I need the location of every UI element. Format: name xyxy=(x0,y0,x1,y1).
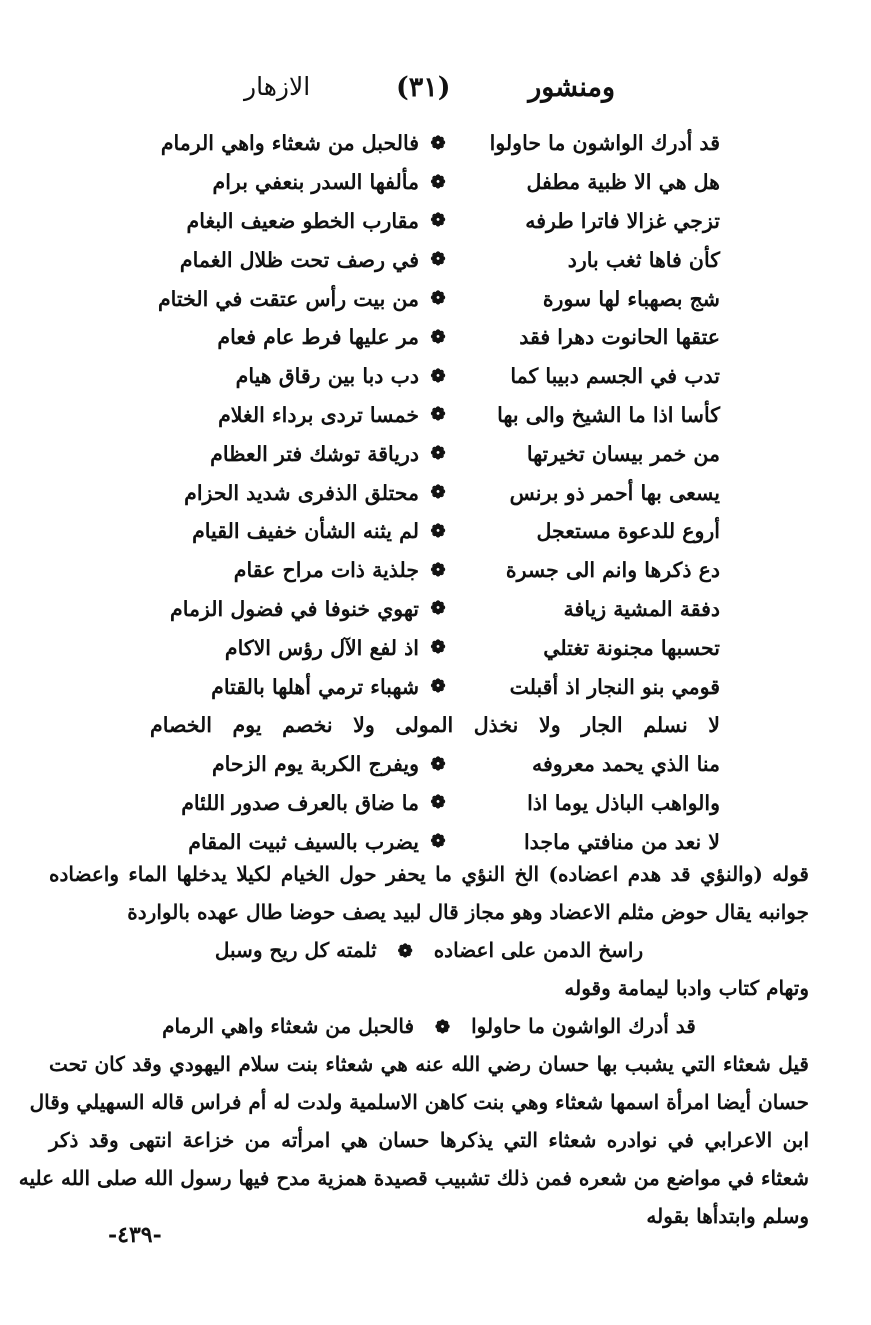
separator-icon: ❁ xyxy=(430,676,446,698)
verse-first-hemistich: يسعى بها أحمر ذو برنس xyxy=(509,480,720,505)
poem-verses xyxy=(150,124,720,861)
quoted-verse-hemistich: راسخ الدمن على اعضاده xyxy=(433,938,644,962)
separator-icon: ❁ xyxy=(435,1017,451,1038)
paragraph-line: قيل شعثاء التي يشبب بها حسان رضي الله عنه هي شعثاء بنت سلام اليهودي وقد كان تحت xyxy=(49,1052,809,1076)
separator-icon: ❁ xyxy=(430,520,446,542)
verse-second-hemistich: جلذية ذات مراح عقام xyxy=(233,558,419,583)
verse-line xyxy=(150,512,720,551)
verse-first-hemistich: دفقة المشية زيافة xyxy=(563,596,720,621)
verse-second-hemistich: لم يثنه الشأن خفيف القيام xyxy=(192,519,419,544)
quoted-verse xyxy=(49,1014,809,1052)
separator-icon: ❁ xyxy=(430,404,446,426)
quoted-verse-hemistich: ثلمته كل ريح وسبل xyxy=(214,938,377,962)
verse-line xyxy=(150,628,720,667)
separator-icon: ❁ xyxy=(430,365,446,387)
separator-icon: ❁ xyxy=(430,326,446,348)
verse-second-hemistich: من بيت رأس عتقت في الختام xyxy=(157,286,419,311)
verse-line xyxy=(150,124,720,163)
separator-icon: ❁ xyxy=(430,792,446,814)
verse-first-hemistich: لا نعد من منافتي ماجدا xyxy=(523,829,720,854)
verse-second-hemistich: فالحبل من شعثاء واهي الرمام xyxy=(160,131,419,156)
verse-line xyxy=(150,590,720,629)
page-number: -٤٣٩- xyxy=(108,1222,162,1248)
verse-first-hemistich: تدب في الجسم دبيبا كما xyxy=(510,364,720,389)
verse-second-hemistich: محتلق الذفرى شديد الحزام xyxy=(184,480,419,505)
paragraph-line: ابن الاعرابي في نوادره شعثاء التي يذكرها حسان هي امرأته من خزاعة انتهى وقد ذكر xyxy=(49,1128,809,1152)
verse-second-hemistich: دب دبا بين رقاق هيام xyxy=(235,364,419,389)
verse-second-hemistich: ويفرج الكربة يوم الزحام xyxy=(211,752,419,777)
verse-line xyxy=(150,745,720,784)
verse-first-hemistich: قومي بنو النجار اذ أقبلت xyxy=(509,674,720,699)
verse-line xyxy=(150,784,720,823)
verse-first-hemistich: تزجي غزالا فاترا طرفه xyxy=(525,208,720,233)
verse-first-hemistich: والواهب الباذل يوما اذا xyxy=(527,790,720,815)
separator-icon: ❁ xyxy=(430,831,446,853)
verse-full-line: لا نسلم الجار ولا نخذل المولى ولا نخصم يوم الخصام xyxy=(150,713,720,738)
verse-second-hemistich: تهوي خنوفا في فضول الزمام xyxy=(170,596,419,621)
verse-second-hemistich: خمسا تردى برداء الغلام xyxy=(218,402,419,427)
separator-icon: ❁ xyxy=(430,249,446,271)
verse-first-hemistich: شج بصهباء لها سورة xyxy=(542,286,720,311)
verse-first-hemistich: منا الذي يحمد معروفه xyxy=(532,752,720,777)
verse-line xyxy=(150,706,720,745)
quoted-verse-hemistich: فالحبل من شعثاء واهي الرمام xyxy=(162,1014,415,1038)
verse-first-hemistich: أروع للدعوة مستعجل xyxy=(536,519,720,544)
separator-icon: ❁ xyxy=(430,210,446,232)
running-header xyxy=(0,72,871,112)
header-page-number: (٣١) xyxy=(396,72,451,103)
commentary-block xyxy=(18,862,809,1242)
commentary-line: جوانبه يقال حوض مثلم الاعضاد وهو مجاز قال لبيد يصف حوضا طال عهده بالواردة xyxy=(127,900,809,924)
verse-line xyxy=(150,318,720,357)
verse-line xyxy=(150,396,720,435)
verse-line xyxy=(150,434,720,473)
verse-first-hemistich: هل هي الا ظبية مطفل xyxy=(526,170,720,195)
verse-first-hemistich: تحسبها مجنونة تغتلي xyxy=(543,635,720,660)
verse-first-hemistich: كأسا اذا ما الشيخ والى بها xyxy=(497,402,720,427)
verse-first-hemistich: من خمر بيسان تخيرتها xyxy=(526,441,720,466)
quoted-verse xyxy=(49,938,809,976)
verse-second-hemistich: درياقة توشك فتر العظام xyxy=(210,441,419,466)
separator-icon: ❁ xyxy=(430,171,446,193)
verse-first-hemistich: عتقها الحانوت دهرا فقد xyxy=(519,325,720,350)
separator-icon: ❁ xyxy=(430,559,446,581)
verse-line xyxy=(150,473,720,512)
verse-line xyxy=(150,202,720,241)
paragraph-line: حسان أيضا امرأة اسمها شعثاء وهي بنت كاهن الاسلمية ولدت له أم فراس قاله السهيلي وقال xyxy=(29,1090,809,1114)
separator-icon: ❁ xyxy=(397,941,413,962)
verse-second-hemistich: مقارب الخطو ضعيف البغام xyxy=(186,208,419,233)
separator-icon: ❁ xyxy=(430,288,446,310)
verse-line xyxy=(150,357,720,396)
separator-icon: ❁ xyxy=(430,753,446,775)
verse-second-hemistich: يضرب بالسيف ثبيت المقام xyxy=(188,829,419,854)
verse-line xyxy=(150,551,720,590)
verse-line xyxy=(150,163,720,202)
verse-first-hemistich: كأن فاها ثغب بارد xyxy=(567,247,720,272)
header-title-left: الازهار xyxy=(244,72,311,101)
verse-second-hemistich: في رصف تحت ظلال الغمام xyxy=(179,247,419,272)
verse-line xyxy=(150,279,720,318)
commentary-line: قوله (والنؤي قد هدم اعضاده) الخ النؤي ما يحفر حول الخيام لكيلا يدخلها الماء واعضاده xyxy=(49,862,809,886)
verse-first-hemistich: دع ذكرها وانم الى جسرة xyxy=(505,558,720,583)
paragraph-line: شعثاء في مواضع من شعره فمن ذلك تشبيب قصيدة همزية مدح فيها رسول الله صلى الله عليه xyxy=(18,1166,809,1190)
separator-icon: ❁ xyxy=(430,132,446,154)
verse-line xyxy=(150,667,720,706)
separator-icon: ❁ xyxy=(430,637,446,659)
separator-icon: ❁ xyxy=(430,443,446,465)
separator-icon: ❁ xyxy=(430,482,446,504)
verse-first-hemistich: قد أدرك الواشون ما حاولوا xyxy=(489,131,720,156)
quoted-verse-hemistich: قد أدرك الواشون ما حاولوا xyxy=(471,1014,696,1038)
paragraph-line: وسلم وابتدأها بقوله xyxy=(646,1204,809,1228)
verse-second-hemistich: مر عليها فرط عام فعام xyxy=(217,325,419,350)
verse-second-hemistich: مألفها السدر بنعفي برام xyxy=(212,170,419,195)
verse-line xyxy=(150,240,720,279)
verse-second-hemistich: شهباء ترمي أهلها بالقتام xyxy=(211,674,419,699)
separator-icon: ❁ xyxy=(430,598,446,620)
verse-second-hemistich: اذ لفع الآل رؤس الاكام xyxy=(224,635,419,660)
header-title-right: ومنشور xyxy=(528,72,615,103)
commentary-line: وتهام كتاب وادبا ليمامة وقوله xyxy=(564,976,809,1000)
verse-second-hemistich: ما ضاق بالعرف صدور اللئام xyxy=(181,790,419,815)
verse-line xyxy=(150,822,720,861)
